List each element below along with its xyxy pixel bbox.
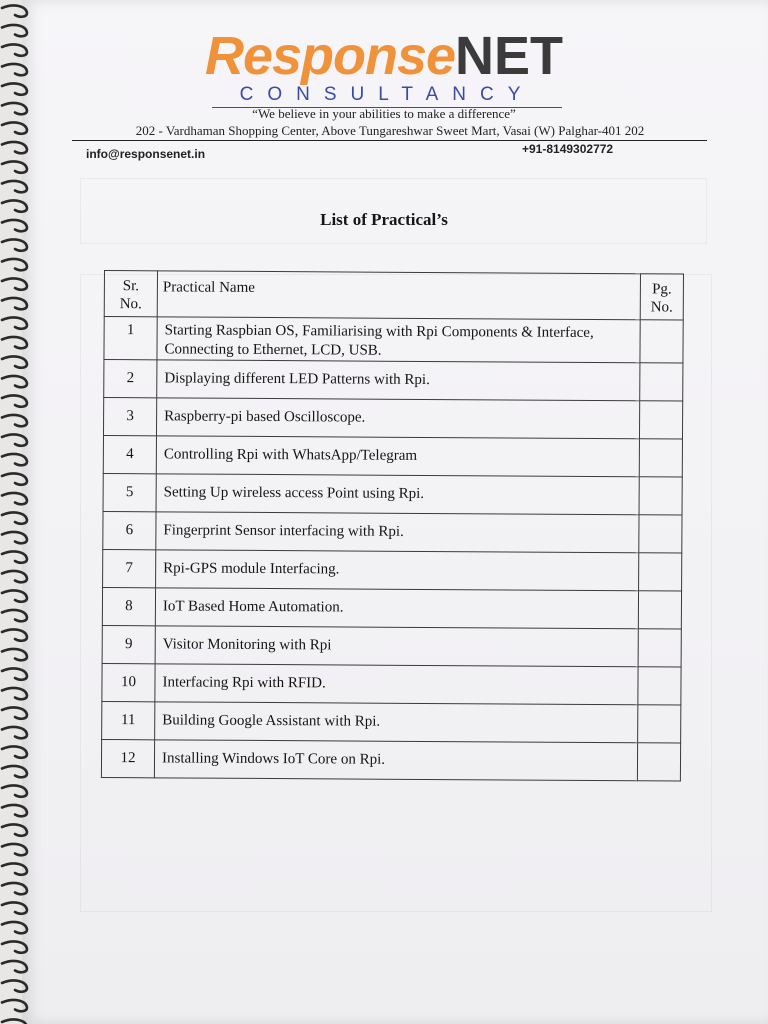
- header-pg-line2: No.: [650, 299, 673, 316]
- row-number: 7: [103, 549, 156, 587]
- brand-logo-net: NET: [455, 26, 564, 86]
- row-number: 5: [103, 473, 156, 511]
- row-page-number: [639, 515, 682, 553]
- row-number: 4: [103, 435, 156, 473]
- table-row: [102, 663, 681, 705]
- email: info@responsenet.in: [86, 147, 206, 161]
- table-row: [103, 549, 682, 591]
- row-practical-name: Setting Up wireless access Point using Rpi.: [156, 474, 639, 515]
- row-practical-name: Starting Raspbian OS, Familiarising with Rpi Components & Interface, Connecting to Ethernet, LCD, USB.: [157, 317, 640, 363]
- tagline: “We believe in your abilities to make a difference”: [252, 106, 516, 121]
- header-divider: [72, 140, 707, 141]
- row-number: 8: [102, 587, 155, 625]
- table-row: [104, 360, 683, 402]
- row-practical-name: Fingerprint Sensor interfacing with Rpi.: [156, 512, 639, 553]
- brand-subtitle: CONSULTANCY: [212, 84, 562, 108]
- row-practical-name: Rpi-GPS module Interfacing.: [156, 550, 639, 591]
- header-pg-line1: Pg.: [652, 281, 672, 298]
- row-page-number: [638, 629, 681, 667]
- table-row: [102, 587, 681, 629]
- row-page-number: [638, 705, 681, 743]
- row-practical-name: Controlling Rpi with WhatsApp/Telegram: [156, 436, 639, 477]
- table-row: [103, 398, 682, 440]
- row-page-number: [639, 553, 682, 591]
- phone-number: +91-8149302772: [522, 142, 614, 156]
- row-practical-name: Installing Windows IoT Core on Rpi.: [154, 740, 637, 781]
- row-page-number: [640, 320, 683, 363]
- row-number: 3: [103, 398, 156, 436]
- row-practical-name: IoT Based Home Automation.: [155, 588, 638, 629]
- practicals-table: [101, 270, 684, 782]
- header-page-no: [640, 274, 683, 320]
- letterhead: [0, 0, 768, 160]
- row-page-number: [638, 591, 681, 629]
- table-header-row: [104, 271, 683, 321]
- row-number: 9: [102, 625, 155, 663]
- row-page-number: [639, 439, 682, 477]
- address: 202 - Vardhaman Shopping Center, Above Tungareshwar Sweet Mart, Vasai (W) Palghar-401 202: [135, 123, 645, 138]
- table-row: [103, 473, 682, 515]
- table-row: [101, 739, 680, 781]
- row-number: 11: [102, 701, 155, 739]
- row-practical-name: Displaying different LED Patterns with Rpi.: [157, 360, 640, 401]
- table-row: [103, 435, 682, 477]
- brand-logo-response: Response: [204, 26, 456, 86]
- brand-logo: [0, 26, 768, 86]
- row-number: 12: [101, 739, 154, 777]
- row-number: 6: [103, 511, 156, 549]
- page-title: List of Practical’s: [320, 210, 448, 229]
- table-row: [104, 317, 683, 364]
- row-number: 1: [104, 317, 157, 360]
- row-page-number: [638, 667, 681, 705]
- row-practical-name: Visitor Monitoring with Rpi: [155, 626, 638, 667]
- row-page-number: [640, 363, 683, 401]
- row-number: 10: [102, 663, 155, 701]
- row-practical-name: Interfacing Rpi with RFID.: [155, 664, 638, 705]
- table-row: [102, 625, 681, 667]
- table-row: [103, 511, 682, 553]
- row-practical-name: Raspberry-pi based Oscilloscope.: [156, 398, 639, 439]
- header-sr-line1: Sr.: [122, 278, 140, 295]
- row-page-number: [639, 477, 682, 515]
- row-number: 2: [104, 360, 157, 398]
- header-sr-line2: No.: [119, 296, 142, 313]
- row-page-number: [639, 401, 682, 439]
- row-practical-name: Building Google Assistant with Rpi.: [155, 702, 638, 743]
- header-sr-no: [104, 271, 157, 317]
- row-page-number: [637, 743, 680, 781]
- table-row: [102, 701, 681, 743]
- header-practical-name: Practical Name: [157, 271, 640, 320]
- table-body: [101, 317, 683, 782]
